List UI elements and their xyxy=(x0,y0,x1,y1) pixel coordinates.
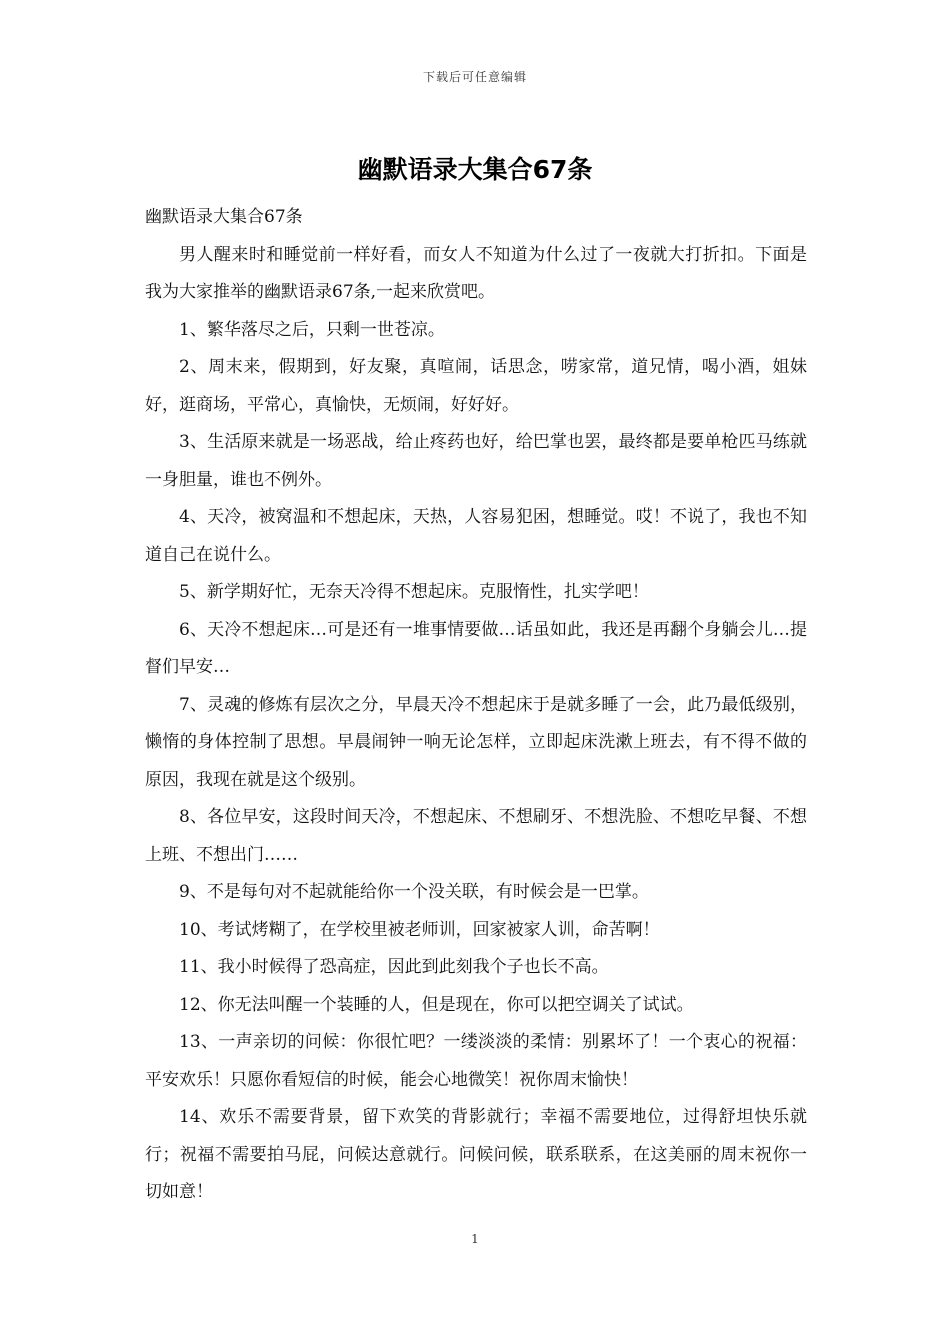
page-header: 下载后可任意编辑 xyxy=(422,70,527,84)
quote-item-2: 2、周末来，假期到，好友聚，真喧闹，话思念，唠家常，道兄情，喝小酒，姐妹好，逛商场，平常心，真愉快，无烦闹，好好好。 xyxy=(145,357,807,415)
quote-item-7: 7、灵魂的修炼有层次之分，早晨天冷不想起床于是就多睡了一会，此乃最低级别，懒惰的身体控制了思想。早晨闹钟一响无论怎样，立即起床洗漱上班去，有不得不做的原因，我现在就是这个级别。 xyxy=(145,694,807,790)
quote-item-5: 5、新学期好忙，无奈天冷得不想起床。克服惰性，扎实学吧！ xyxy=(179,582,649,602)
quote-item-12: 12、你无法叫醒一个装睡的人，但是现在，你可以把空调关了试试。 xyxy=(179,994,694,1015)
document-title: 幽默语录大集合67条 xyxy=(357,155,593,184)
quote-item-10: 10、考试烤糊了，在学校里被老师训，回家被家人训，命苦啊！ xyxy=(179,919,660,940)
quote-item-11: 11、我小时候得了恐高症，因此到此刻我个子也长不高。 xyxy=(179,957,609,977)
quote-item-3: 3、生活原来就是一场恶战，给止疼药也好，给巴掌也罢，最终都是要单枪匹马练就一身胆量，谁也不例外。 xyxy=(145,432,807,490)
page-number: 1 xyxy=(471,1232,479,1246)
quote-item-1: 1、繁华落尽之后，只剩一世苍凉。 xyxy=(179,319,445,340)
subtitle: 幽默语录大集合67条 xyxy=(145,207,303,227)
document-body xyxy=(145,199,807,1212)
quote-item-9: 9、不是每句对不起就能给你一个没关联，有时候会是一巴掌。 xyxy=(179,882,649,902)
quote-item-8: 8、各位早安，这段时间天冷，不想起床、不想刷牙、不想洗脸、不想吃早餐、不想上班、不想出门…… xyxy=(145,807,807,865)
quote-item-14: 14、欢乐不需要背景，留下欢笑的背影就行；幸福不需要地位，过得舒坦快乐就行；祝福不需要拍马屁，问候达意就行。问候问候，联系联系，在这美丽的周末祝你一切如意！ xyxy=(145,1107,807,1202)
quote-item-13: 13、一声亲切的问候：你很忙吧？一缕淡淡的柔情：别累坏了！一个衷心的祝福：平安欢乐！只愿你看短信的时候，能会心地微笑！祝你周末愉快！ xyxy=(145,1032,807,1090)
quote-item-6: 6、天冷不想起床…可是还有一堆事情要做…话虽如此，我还是再翻个身躺会儿…提督们早安… xyxy=(145,619,807,677)
intro-paragraph: 男人醒来时和睡觉前一样好看，而女人不知道为什么过了一夜就大打折扣。下面是我为大家推举的幽默语录67条,一起来欣赏吧。 xyxy=(145,244,807,302)
quote-item-4: 4、天冷，被窝温和不想起床，天热，人容易犯困，想睡觉。哎！不说了，我也不知道自己在说什么。 xyxy=(145,507,807,565)
